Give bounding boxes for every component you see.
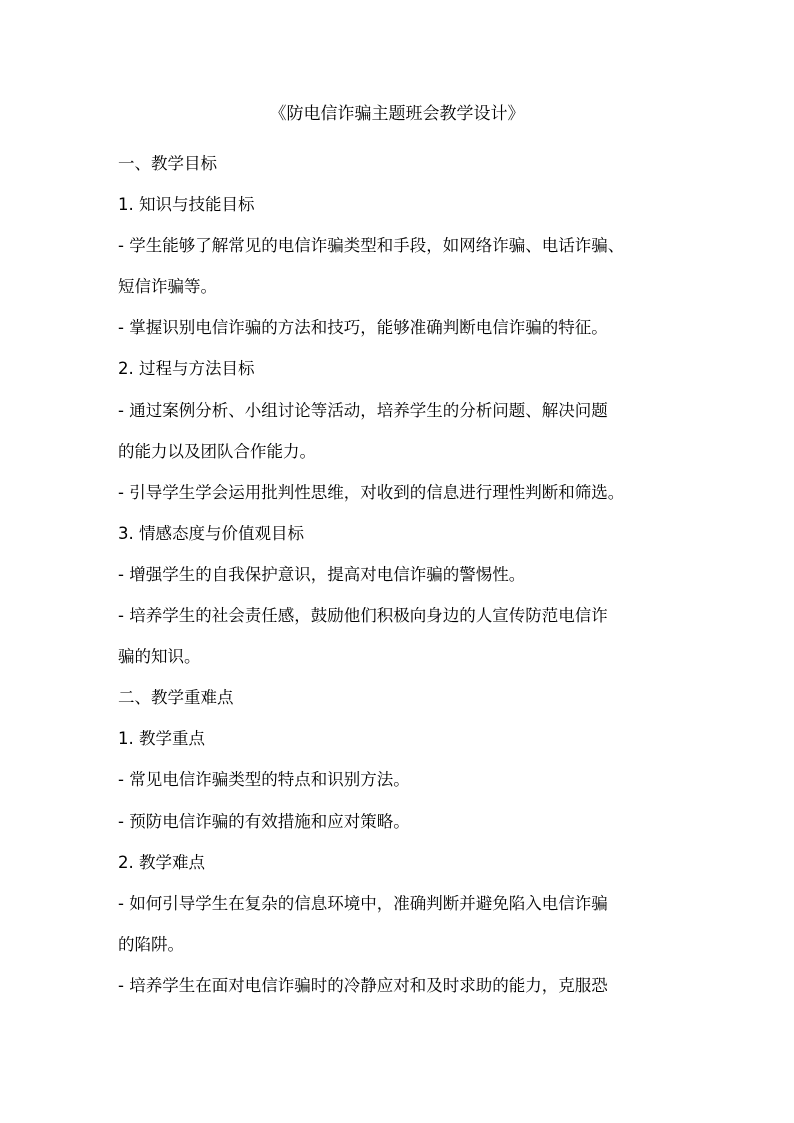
paragraph-line: - 培养学生在面对电信诈骗时的冷静应对和及时求助的能力，克服恐 (118, 975, 608, 995)
subheading-process-methods: 2. 过程与方法目标 (118, 359, 255, 379)
paragraph-line: - 通过案例分析、小组讨论等活动，培养学生的分析问题、解决问题 (118, 400, 608, 420)
document-body (118, 143, 688, 1006)
paragraph-line: 的能力以及团队合作能力。 (118, 441, 316, 461)
subheading-difficult-points: 2. 教学难点 (118, 852, 205, 872)
paragraph-line: - 常见电信诈骗类型的特点和识别方法。 (118, 770, 410, 790)
subheading-emotion-values: 3. 情感态度与价值观目标 (118, 523, 304, 543)
paragraph-line: - 培养学生的社会责任感，鼓励他们积极向身边的人宣传防范电信诈 (118, 606, 608, 626)
subheading-knowledge-skills: 1. 知识与技能目标 (118, 195, 255, 215)
paragraph-line: - 增强学生的自我保护意识，提高对电信诈骗的警惕性。 (118, 564, 526, 584)
document-title: 《防电信诈骗主题班会教学设计》 (269, 104, 525, 124)
paragraph-line: 骗的知识。 (118, 647, 201, 667)
paragraph-line: - 引导学生学会运用批判性思维，对收到的信息进行理性判断和筛选。 (118, 482, 625, 502)
subheading-key-points: 1. 教学重点 (118, 729, 205, 749)
paragraph-line: - 如何引导学生在复杂的信息环境中，准确判断并避免陷入电信诈骗 (118, 893, 608, 913)
paragraph-line: - 预防电信诈骗的有效措施和应对策略。 (118, 811, 410, 831)
paragraph-line: - 掌握识别电信诈骗的方法和技巧，能够准确判断电信诈骗的特征。 (118, 318, 608, 338)
paragraph-line: 的陷阱。 (118, 934, 184, 954)
paragraph-line: 短信诈骗等。 (118, 277, 217, 297)
section-heading-teaching-goals: 一、教学目标 (118, 154, 217, 173)
paragraph-line: - 学生能够了解常见的电信诈骗类型和手段，如网络诈骗、电话诈骗、 (118, 236, 625, 256)
section-heading-key-difficult-points: 二、教学重难点 (118, 688, 234, 708)
